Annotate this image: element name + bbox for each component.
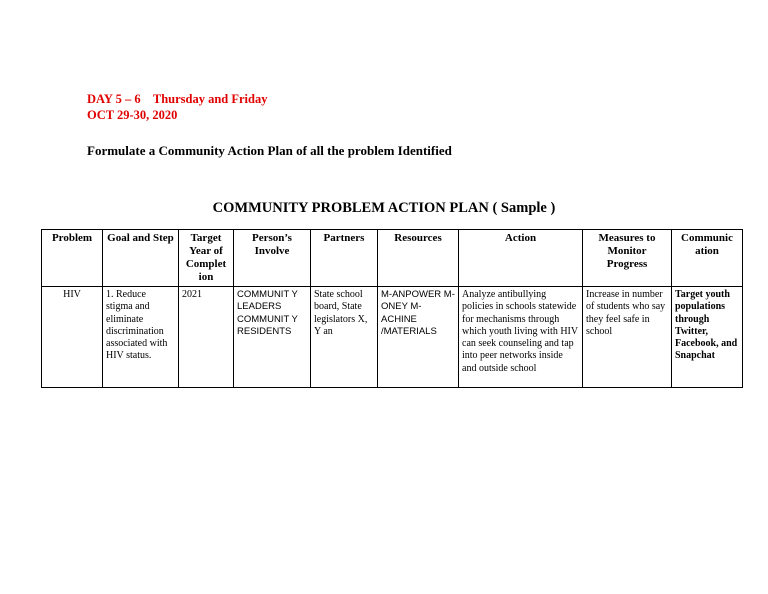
cell-communication: Target youth populations through Twitter, Facebook, and Snapchat: [672, 287, 743, 388]
header-action: Action: [459, 230, 583, 287]
plan-title: COMMUNITY PROBLEM ACTION PLAN ( Sample ): [212, 200, 556, 216]
date-heading: OCT 29-30, 2020: [87, 108, 178, 122]
cell-resources: M-ANPOWER M-ONEY M-ACHINE /MATERIALS: [378, 287, 459, 388]
cell-goal: 1. Reduce stigma and eliminate discrimination associated with HIV status.: [103, 287, 179, 388]
instruction-text: Formulate a Community Action Plan of all the problem Identified: [87, 143, 452, 158]
table-header-row: [42, 230, 743, 287]
header-persons: Person’s Involve: [234, 230, 311, 287]
cell-problem: HIV: [42, 287, 103, 388]
header-communication: Communic ation: [672, 230, 743, 287]
cell-target-year: 2021: [179, 287, 234, 388]
cell-partners: State school board, State legislators X, Y an: [311, 287, 378, 388]
header-measures: Measures to Monitor Progress: [583, 230, 672, 287]
header-resources: Resources: [378, 230, 459, 287]
day-heading: DAY 5 – 6 Thursday and Friday: [87, 92, 268, 106]
header-partners: Partners: [311, 230, 378, 287]
header-problem: Problem: [42, 230, 103, 287]
table-row: [42, 287, 743, 388]
cell-measures: Increase in number of students who say they feel safe in school: [583, 287, 672, 388]
action-plan-table: [41, 229, 743, 388]
cell-action: Analyze antibullying policies in schools statewide for mechanisms through which youth living with HIV can seek counseling and tap into peer networks inside and outside school: [459, 287, 583, 388]
header-target-year: Target Year of Complet ion: [179, 230, 234, 287]
header-goal: Goal and Step: [103, 230, 179, 287]
cell-persons: COMMUNIT Y LEADERS COMMUNIT Y RESIDENTS: [234, 287, 311, 388]
